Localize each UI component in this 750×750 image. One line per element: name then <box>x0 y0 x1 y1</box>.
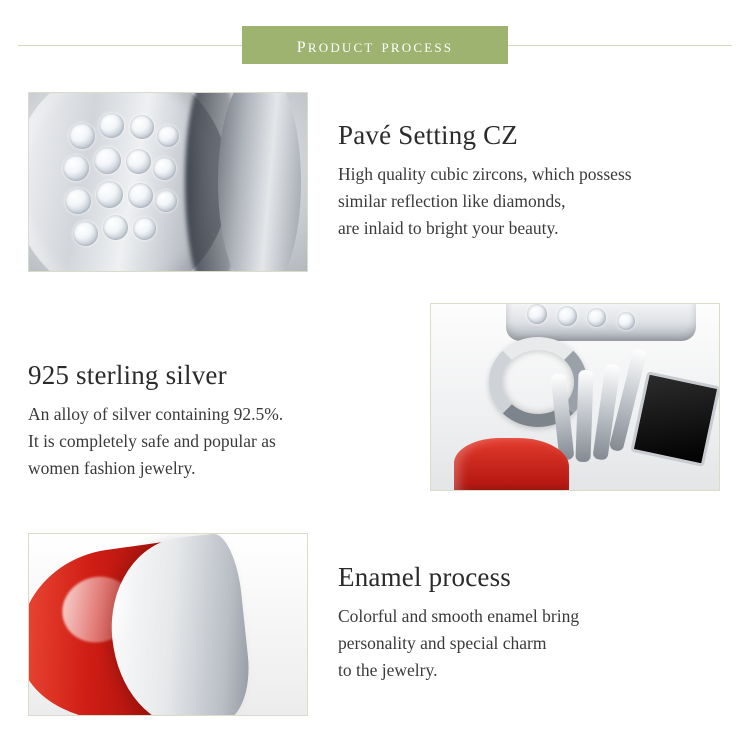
section-heading: 925 sterling silver <box>28 360 227 390</box>
silver-jump-ring <box>489 337 587 426</box>
silver-prong <box>575 370 593 462</box>
cz-stone <box>157 125 179 147</box>
cz-stone <box>155 190 177 212</box>
page-title: product process <box>296 32 454 57</box>
cz-stone <box>587 308 606 327</box>
cz-stone <box>133 217 156 240</box>
section-heading: Pavé Setting CZ <box>338 120 518 150</box>
section-body-line: High quality cubic zircons, which possess <box>338 164 632 184</box>
cz-stone <box>99 113 124 138</box>
cz-stone <box>73 221 98 246</box>
cz-stone <box>63 155 89 181</box>
cz-stone <box>527 304 547 324</box>
section-body-line: to the jewelry. <box>338 660 438 680</box>
cz-stone <box>126 149 151 174</box>
section-body-line: Colorful and smooth enamel bring <box>338 606 580 626</box>
cz-stone <box>617 312 635 330</box>
section-heading: Enamel process <box>338 562 511 592</box>
header-badge <box>242 26 508 64</box>
red-enamel-heel <box>454 438 569 491</box>
cz-stone <box>65 188 91 214</box>
cz-stone <box>128 183 153 208</box>
ring-right-edge <box>218 92 301 272</box>
cz-stone <box>153 157 176 180</box>
cz-stone <box>94 147 121 174</box>
cz-stone <box>69 123 95 149</box>
cz-stone <box>96 181 123 208</box>
red-enamel-shoe-photo <box>28 533 308 716</box>
section-body-line: An alloy of silver containing 92.5%. <box>28 404 284 424</box>
sterling-silver-text <box>28 360 408 482</box>
section-body-line: personality and special charm <box>338 633 547 653</box>
section-body-line: It is completely safe and popular as <box>28 431 276 451</box>
silver-charm-photo <box>430 303 720 491</box>
cz-stone <box>130 115 154 139</box>
pave-setting-cz-text <box>338 120 738 242</box>
section-body-line: similar reflection like diamonds, <box>338 191 566 211</box>
section-header <box>0 26 750 66</box>
section-body-line: are inlaid to bright your beauty. <box>338 218 559 238</box>
pave-cz-ring-photo <box>28 92 308 272</box>
section-body-line: women fashion jewelry. <box>28 458 196 478</box>
cz-stone <box>557 306 577 326</box>
cz-stone <box>103 215 128 240</box>
enamel-process-text <box>338 562 738 684</box>
